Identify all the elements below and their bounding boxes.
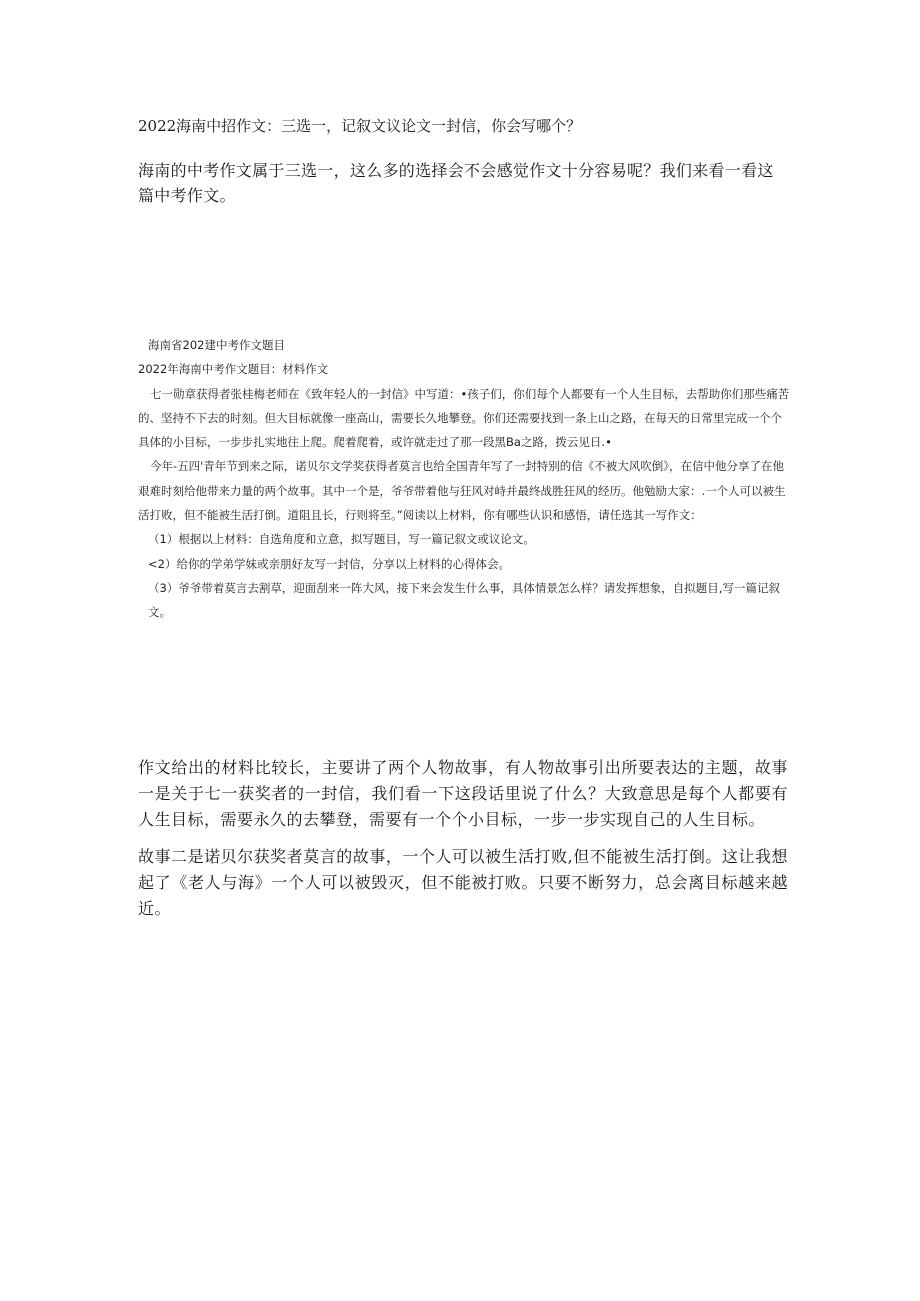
- material-paragraph-2: 今年-五四'青年节到来之际，诺贝尔文学奖获得者莫言也给全国青年写了一封特别的信《不被大风吹倒》，在信中他分享了在他艰难时刻给他带来力量的两个故事。其中一个是，爷爷带着他与狂风对峙并最终战胜狂风的经历。他勉励大家：.一个人可以被生活打败，但不能被生活打倒。道阻且长，行则将至。”阅读以上材料，你有哪些认识和感悟，请任选其一写作文：: [138, 459, 786, 523]
- exam-question-block: [138, 333, 790, 625]
- exam-subheading: 2022年海南中考作文题目：材料作文: [138, 362, 329, 377]
- material-paragraph-1: 七一勋章获得者张桂梅老师在《致年轻人的一封信》中写道：•孩子们，你们每个人都要有一个人生目标，去帮助你们那些痛苦的、坚持不下去的时刻。但大目标就像一座高山，需要长久地攀登。你们还需要找到一条上山之路，在每天的日常里完成一个个具体的小目标，一步步扎实地往上爬。爬着爬着，或许就走过了那一段黑Ba之路，拨云见日.•: [138, 386, 790, 450]
- option-3: （3）爷爷带着莫言去割草，迎面刮来一阵大风，接下来会发生什么事，具体情景怎么样？请发挥想象，自拟题目,写一篇记叙文。: [148, 580, 780, 620]
- analysis-section: [138, 755, 788, 922]
- intro-paragraph: 海南的中考作文属于三选一，这么多的选择会不会感觉作文十分容易呢？我们来看一看这篇中考作文。: [138, 161, 774, 205]
- option-2: <2）给你的学弟学妹或亲朋好友写一封信，分享以上材料的心得体会。: [148, 556, 510, 571]
- analysis-paragraph-2: 故事二是诺贝尔获奖者莫言的故事，一个人可以被生活打败,但不能被生活打倒。这让我想起了《老人与海》一个人可以被毁灭，但不能被打败。只要不断努力，总会离目标越来越近。: [138, 847, 788, 918]
- exam-heading: 海南省202建中考作文题目: [148, 338, 285, 352]
- document-title: 2022海南中招作文：三选一，记叙文议论文一封信，你会写哪个？: [138, 117, 582, 135]
- analysis-paragraph-1: 作文给出的材料比较长，主要讲了两个人物故事，有人物故事引出所要表达的主题，故事一是关于七一获奖者的一封信，我们看一下这段话里说了什么？大致意思是每个人都要有人生目标，需要永久的去攀登，需要有一个个小目标，一步一步实现自己的人生目标。: [138, 758, 788, 829]
- option-1: （1）根据以上材料：自选角度和立意，拟写题目，写一篇记叙文或议论文。: [148, 532, 535, 547]
